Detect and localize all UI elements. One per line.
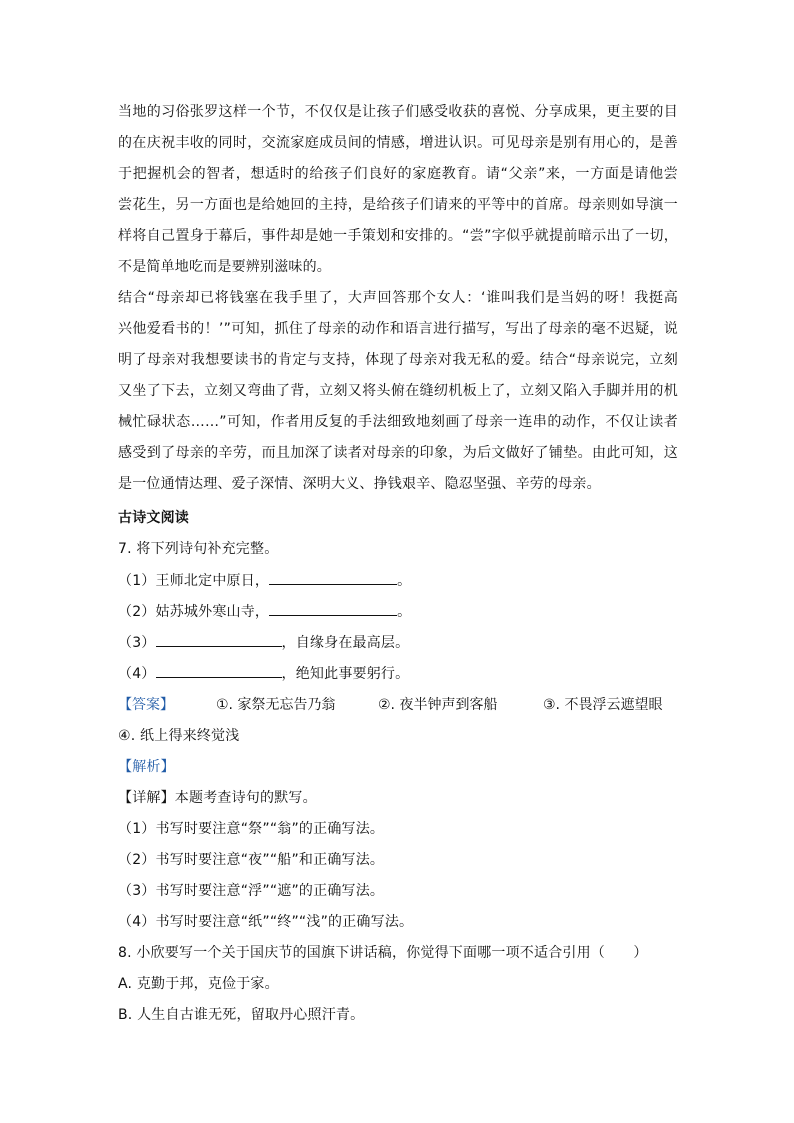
question-8-option-a: A. 克勤于邦，克俭于家。 [118,976,279,992]
passage-line: 感受到了母亲的辛劳，而且加深了读者对母亲的印象，为后文做好了铺垫。由此可知，这 [118,445,678,461]
passage-line: 于把握机会的智者，想适时的给孩子们良好的家庭教育。请“父亲”来，一方面是请他尝 [118,166,678,182]
passage-line: 当地的习俗张罗这样一个节，不仅仅是让孩子们感受收获的喜悦、分享成果，更主要的目 [118,104,678,120]
analysis-label: 【解析】 [118,759,175,775]
analysis-note: （3）书写时要注意“浮”“遮”的正确写法。 [118,883,385,899]
item-text: 王师北定中原日， [155,573,270,589]
item-text: ，自缘身在最高层。 [281,635,410,651]
item-number: （2） [118,604,156,620]
answer-item-3: ③. 不畏浮云遮望眼 [543,697,663,713]
passage-line: 结合“母亲却已将钱塞在我手里了，大声回答那个女人：‘谁叫我们是当妈的呀！我挺高 [118,290,678,306]
question-7-item-1 [118,570,678,591]
item-number: （4） [118,666,156,682]
question-8-option-b: B. 人生自古谁无死，留取丹心照汗青。 [118,1007,365,1023]
answer-blank [269,601,397,616]
passage-line: 明了母亲对我想要读书的肯定与支持，体现了母亲对我无私的爱。结合“母亲说完，立刻 [118,352,678,368]
item-number: （1） [118,573,156,589]
passage-line: 械忙碌状态……”可知，作者用反复的手法细致地刻画了母亲一连串的动作，不仅让读者 [118,414,678,430]
section-title: 古诗文阅读 [118,510,189,526]
passage-line: 又坐了下去，立刻又弯曲了背，立刻又将头俯在缝纫机板上了，立刻又陷入手脚并用的机 [118,383,678,399]
answer-blank [269,570,397,585]
item-end: 。 [397,604,412,620]
question-7-item-3 [118,632,678,653]
passage-line: 是一位通情达理、爱子深情、深明大义、挣钱艰辛、隐忍坚强、辛劳的母亲。 [118,476,601,492]
item-end: 。 [397,573,412,589]
passage-line: 样将自己置身于幕后，事件却是她一手策划和安排的。“尝”字似乎就提前暗示出了一切， [118,228,678,244]
question-8-stem: 8. 小欣要写一个关于国庆节的国旗下讲话稿，你觉得下面哪一项不适合引用（ ） [118,945,648,961]
analysis-note: （2）书写时要注意“夜”“船”和正确写法。 [118,852,385,868]
answer-item-4: ④. 纸上得来终觉浅 [118,728,240,744]
passage-line: 兴他爱看书的！’”可知，抓住了母亲的动作和语言进行描写，写出了母亲的毫不迟疑，说 [118,321,678,337]
item-number: （3） [118,635,156,651]
answer-label: 【答案】 [118,697,174,713]
passage-line: 不是简单地吃而是要辨别滋味的。 [118,259,331,275]
item-text: 姑苏城外寒山寺， [155,604,270,620]
answer-item-1: ①. 家祭无忘告乃翁 [216,697,336,713]
answer-blank [156,663,282,678]
question-7-item-4 [118,663,678,684]
detail-text: 【详解】本题考查诗句的默写。 [118,790,317,806]
answer-blank [156,632,282,647]
passage-line: 尝花生，另一方面也是给她回的主持，是给孩子们请来的平等中的首席。母亲则如导演一 [118,197,678,213]
analysis-note: （4）书写时要注意“纸”“终”“浅”的正确写法。 [118,914,414,930]
passage-line: 的在庆祝丰收的同时，交流家庭成员间的情感，增进认识。可见母亲是别有用心的，是善 [118,135,678,151]
question-7-stem: 7. 将下列诗句补充完整。 [118,541,279,557]
question-7-item-2 [118,601,678,622]
analysis-note: （1）书写时要注意“祭”“翁”的正确写法。 [118,821,385,837]
item-text: ，绝知此事要躬行。 [281,666,410,682]
answer-item-2: ②. 夜半钟声到客船 [378,697,498,713]
